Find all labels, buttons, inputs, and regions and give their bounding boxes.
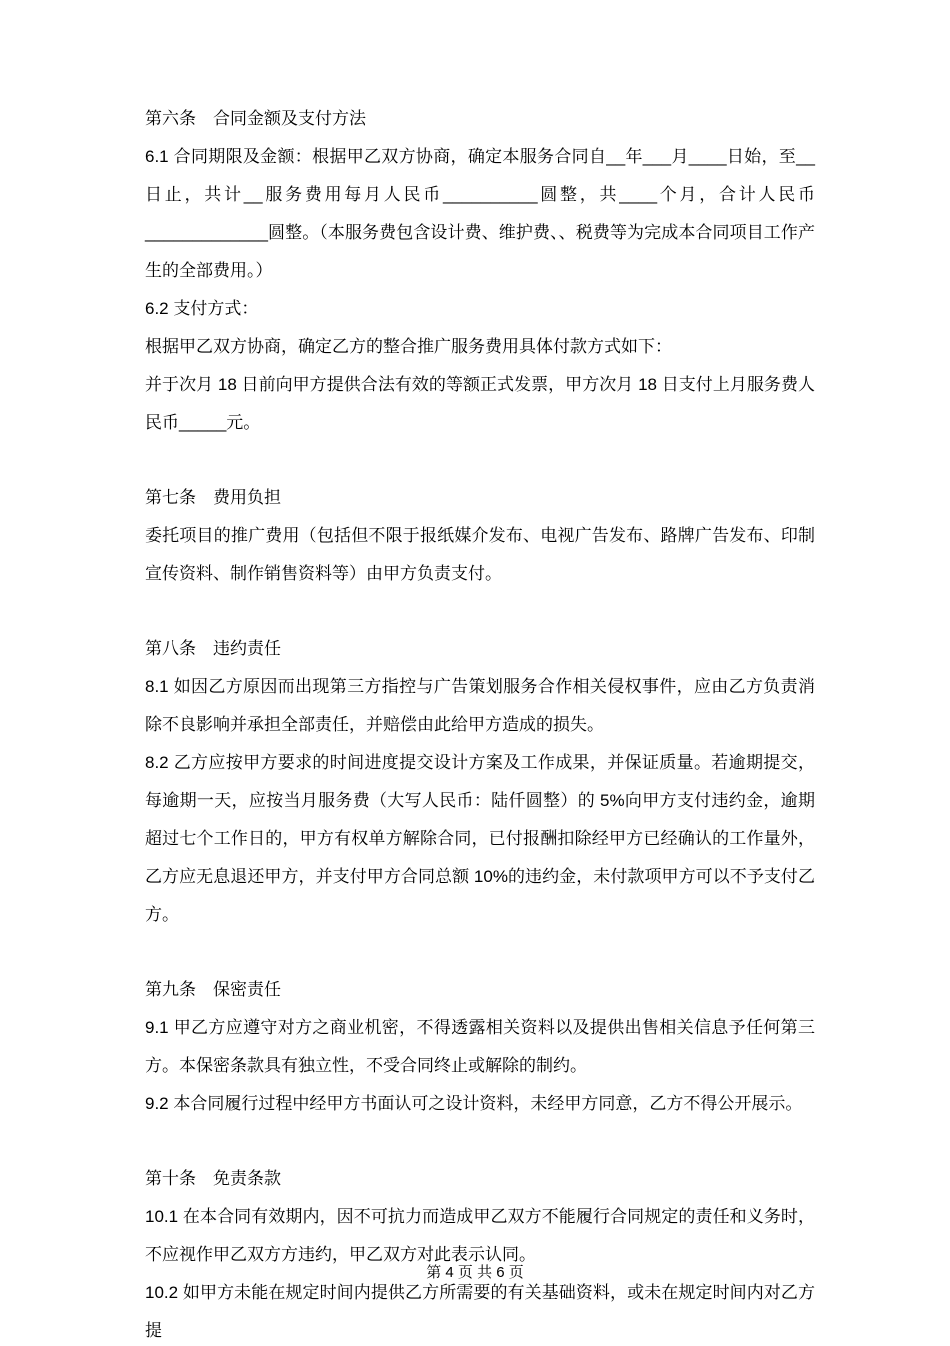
section-article-7 <box>145 479 815 593</box>
article-6-heading: 第六条 合同金额及支付方法 <box>145 109 366 128</box>
clause-8-2-overdue-penalty: 8.2 乙方应按甲方要求的时间进度提交设计方案及工作成果，并保证质量。若逾期提交，每逾期一天，应按当月服务费（大写人民币：陆仟圆整）的 5%向甲方支付违约金，逾期超过七个工作日的，甲方有权单方解除合同，已付报酬扣除经甲方已经确认的工作量外，乙方应无息退还甲方，并支付甲方合同总额 10%的违约金，未付款项甲方可以不予支付乙方。 <box>145 753 815 924</box>
clause-6-1-term-and-amount: 6.1 合同期限及金额：根据甲乙双方协商，确定本服务合同自__年___月____日始，至__日止，共计__服务费用每月人民币__________圆整，共____个月，合计人民币_____________圆整。（本服务费包含设计费、维护费、、税费等为完成本合同项目工作产生的全部费用。） <box>145 147 815 280</box>
section-article-10 <box>145 1160 815 1346</box>
clause-10-2-materials-delay: 10.2 如甲方未能在规定时间内提供乙方所需要的有关基础资料，或未在规定时间内对乙方提 <box>145 1283 815 1340</box>
article-9-heading: 第九条 保密责任 <box>145 980 281 999</box>
clause-9-2-design-materials: 9.2 本合同履行过程中经甲方书面认可之设计资料，未经甲方同意，乙方不得公开展示。 <box>145 1094 803 1113</box>
article-8-heading: 第八条 违约责任 <box>145 639 281 658</box>
page-number-label: 第 4 页 共 6 页 <box>426 1264 524 1281</box>
clause-6-2-payment-method-title: 6.2 支付方式： <box>145 299 259 318</box>
clause-6-2-payment-method-intro: 根据甲乙双方协商，确定乙方的整合推广服务费用具体付款方式如下： <box>145 337 672 356</box>
clause-9-1-confidentiality: 9.1 甲乙方应遵守对方之商业机密，不得透露相关资料以及提供出售相关信息予任何第三方。本保密条款具有独立性，不受合同终止或解除的制约。 <box>145 1018 815 1075</box>
clause-8-1-infringement-liability: 8.1 如因乙方原因而出现第三方指控与广告策划服务合作相关侵权事件，应由乙方负责消除不良影响并承担全部责任，并赔偿由此给甲方造成的损失。 <box>145 677 815 734</box>
section-article-6 <box>145 100 815 442</box>
article-7-heading: 第七条 费用负担 <box>145 488 281 507</box>
section-article-8 <box>145 630 815 934</box>
clause-6-2-invoice-terms: 并于次月 18 日前向甲方提供合法有效的等额正式发票，甲方次月 18 日支付上月服务费人民币_____元。 <box>145 375 815 432</box>
page-footer <box>0 1262 950 1284</box>
contract-body <box>145 100 815 1346</box>
article-10-heading: 第十条 免责条款 <box>145 1169 281 1188</box>
section-article-9 <box>145 971 815 1123</box>
clause-7-cost-bearing: 委托项目的推广费用（包括但不限于报纸媒介发布、电视广告发布、路牌广告发布、印制宣传资料、制作销售资料等）由甲方负责支付。 <box>145 526 815 583</box>
clause-10-1-force-majeure: 10.1 在本合同有效期内，因不可抗力而造成甲乙双方不能履行合同规定的责任和义务时，不应视作甲乙双方方违约，甲乙双方对此表示认同。 <box>145 1207 815 1264</box>
